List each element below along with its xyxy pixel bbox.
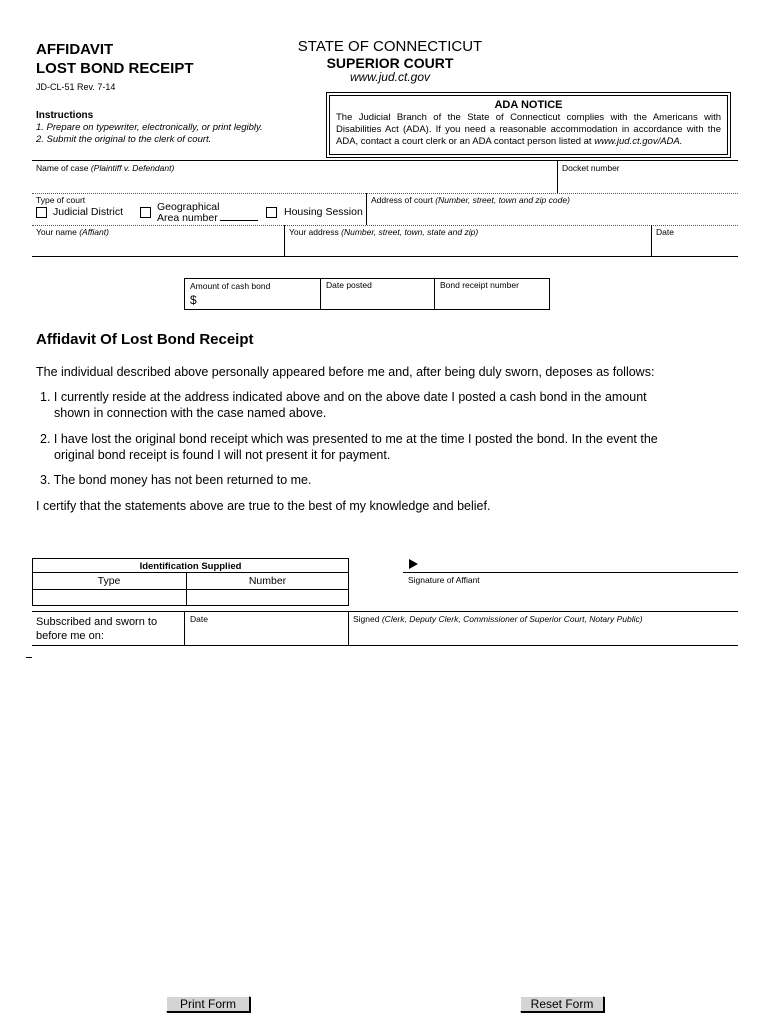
id-type-field[interactable] (34, 591, 184, 604)
sworn-date-label: Date (190, 614, 208, 624)
id-col-number: Number (248, 575, 287, 587)
your-address-field[interactable] (289, 238, 647, 253)
date-label: Date (656, 227, 674, 237)
affidavit-intro: The individual described above personally appeared before me and, after being duly sworn, deposes as follows: (36, 365, 655, 379)
affidavit-item-2: 2. I have lost the original bond receipt which was presented to me at the time I posted the bond. In the event the original bond receipt is found I will not present it for payment. (40, 432, 658, 462)
instruction-2: 2. Submit the original to the clerk of court. (36, 134, 212, 145)
address-of-court-label: Address of court (Number, street, town and zip code) (371, 195, 570, 205)
name-of-case-label: Name of case (Plaintiff v. Defendant) (36, 163, 175, 173)
docket-number-field[interactable] (562, 174, 734, 189)
signature-of-affiant-label: Signature of Affiant (408, 575, 480, 585)
signed-label: Signed (Clerk, Deputy Clerk, Commissioner of Superior Court, Notary Public) (353, 614, 643, 624)
court-name: SUPERIOR COURT (326, 55, 454, 71)
judicial-district-checkbox[interactable] (36, 207, 47, 218)
state-name: STATE OF CONNECTICUT (297, 38, 483, 55)
signed-field[interactable] (353, 626, 733, 641)
type-of-court-label: Type of court (36, 195, 86, 205)
bond-receipt-number-label: Bond receipt number (440, 280, 519, 290)
form-number: JD-CL-51 Rev. 7-14 (36, 82, 116, 92)
address-of-court-field[interactable] (371, 206, 733, 221)
affidavit-item-3: 3. The bond money has not been returned to me. (40, 473, 312, 487)
amount-of-cash-bond-label: Amount of cash bond (190, 281, 271, 291)
affidavit-item-1: 1. I currently reside at the address indicated above and on the above date I posted a cash bond in the amount shown in connection with the case named above. (40, 390, 647, 420)
affidavit-heading: Affidavit Of Lost Bond Receipt (36, 331, 254, 348)
id-number-field[interactable] (188, 591, 347, 604)
name-of-case-field[interactable] (36, 174, 554, 189)
print-form-button[interactable]: Print Form (166, 996, 250, 1012)
your-address-label: Your address (Number, street, town, state and zip) (289, 227, 479, 237)
your-name-field[interactable] (36, 238, 280, 253)
judicial-district-label: Judicial District (53, 206, 124, 218)
date-field[interactable] (656, 238, 734, 253)
housing-session-label: Housing Session (284, 206, 363, 218)
geographical-area-checkbox[interactable] (140, 207, 151, 218)
ada-heading: ADA NOTICE (494, 99, 563, 111)
amount-of-cash-bond-field[interactable] (200, 293, 316, 307)
id-col-type: Type (97, 575, 121, 587)
bond-receipt-number-field[interactable] (440, 292, 546, 307)
identification-heading: Identification Supplied (139, 561, 242, 572)
form-title: AFFIDAVIT (36, 41, 114, 58)
housing-session-checkbox[interactable] (266, 207, 277, 218)
ada-text (336, 112, 721, 148)
area-number-field[interactable] (220, 220, 258, 221)
form-subtitle: LOST BOND RECEIPT (36, 60, 194, 77)
instruction-1: 1. Prepare on typewriter, electronically, or print legibly. (36, 122, 263, 133)
ada-text-main: The Judicial Branch of the State of Connecticut complies with the Americans with Disabilities Act (ADA). If you need a reasonable accommodation in accordance with the ADA, contact a court clerk or an ADA contact person listed at (336, 112, 721, 147)
subscribed-sworn-label: Subscribed and sworn to before me on: (36, 616, 158, 642)
geographical-area-label: Geographical Area number (157, 201, 220, 224)
your-name-label: Your name (Affiant) (36, 227, 109, 237)
date-posted-field[interactable] (326, 292, 430, 307)
signature-of-affiant-field[interactable] (406, 557, 736, 571)
instructions-heading: Instructions (36, 110, 94, 121)
ada-link[interactable]: www.jud.ct.gov/ADA. (594, 136, 683, 147)
reset-form-button[interactable]: Reset Form (520, 996, 604, 1012)
sworn-date-field[interactable] (190, 626, 344, 641)
date-posted-label: Date posted (326, 280, 372, 290)
court-website: www.jud.ct.gov (349, 70, 431, 84)
docket-number-label: Docket number (562, 163, 620, 173)
dollar-sign: $ (190, 293, 197, 307)
affidavit-certify: I certify that the statements above are true to the best of my knowledge and belief. (36, 499, 491, 513)
ada-notice-box (326, 92, 731, 158)
